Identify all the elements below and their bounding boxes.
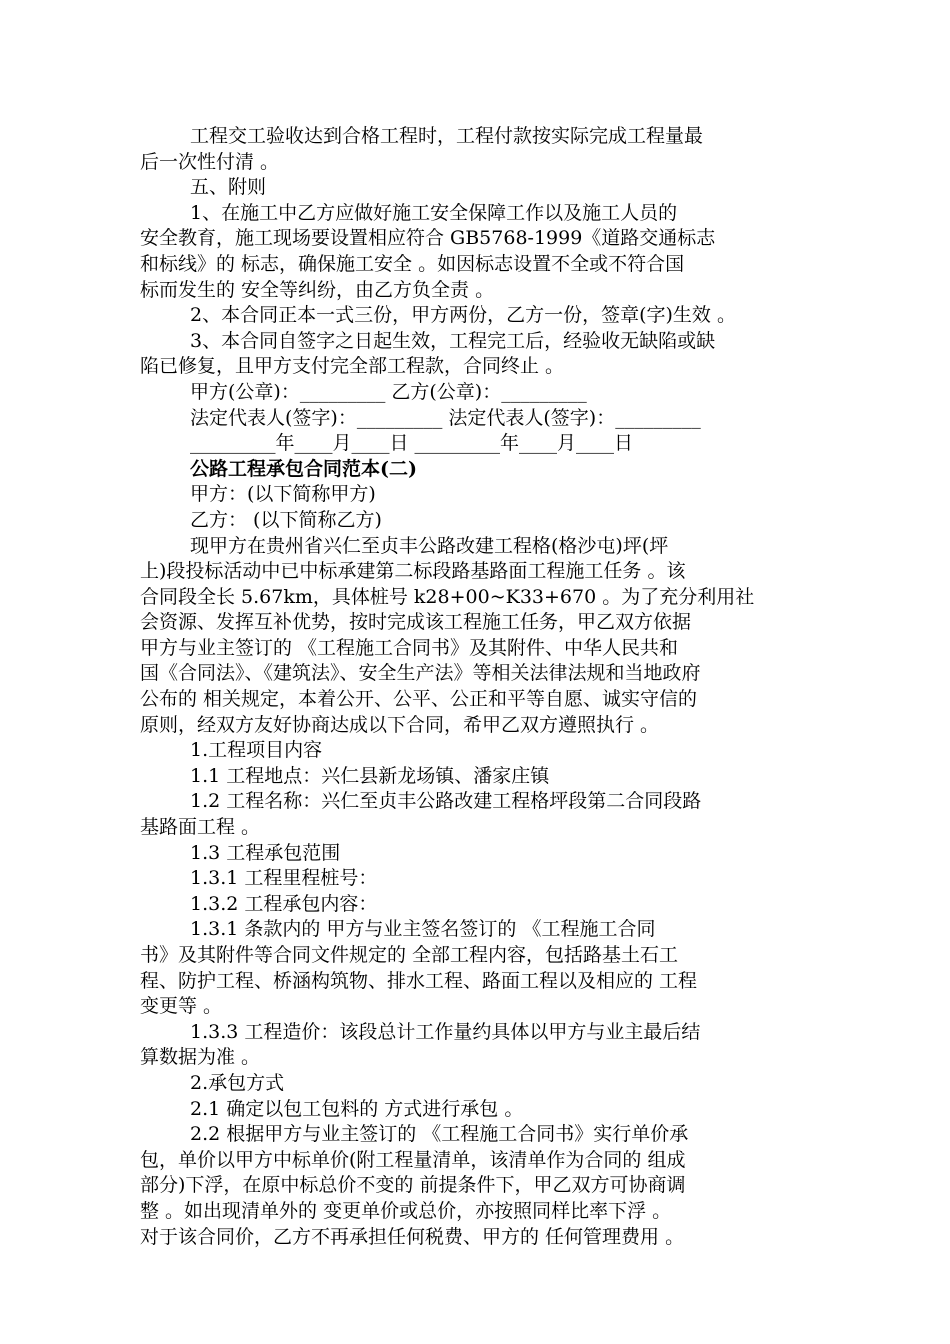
text-line: 1.工程项目内容 [190,739,323,762]
text-line: 1、在施工中乙方应做好施工安全保障工作以及施工人员的 [190,201,678,224]
text-line: 1.3 工程承包范围 [190,841,341,864]
text-line: 国《合同法》、《建筑法》、安全生产法》等相关法律法规和当地政府 [140,662,701,685]
text-line: 甲方(公章)：_________ 乙方(公章)：_________ [190,380,587,403]
text-line: 1.3.1 条款内的 甲方与业主签名签订的 《工程施工合同 [190,918,656,941]
text-line: 2.承包方式 [190,1071,285,1094]
text-line: 1.3.1 工程里程桩号： [190,867,378,890]
text-line: 2、本合同正本一式三份，甲方两份，乙方一份，签章(字)生效 。 [190,304,736,327]
text-line: 基路面工程 。 [140,816,261,839]
document-body [140,124,810,1250]
text-line: 合同段全长 5.67km，具体桩号 k28+00~K33+670 。为了充分利用社 [140,585,755,608]
text-line: 对于该合同价，乙方不再承担任何税费、甲方的 任何管理费用 。 [140,1225,685,1248]
text-line: 1.1 工程地点：兴仁县新龙场镇、潘家庄镇 [190,764,550,787]
text-line: 3、本合同自签字之日起生效，工程完工后，经验收无缺陷或缺 [190,329,716,352]
text-line: 会资源、发挥互补优势，按时完成该工程施工任务，甲乙双方依据 [140,611,692,634]
text-line: 1.3.3 工程造价：该段总计工作量约具体以甲方与业主最后结 [190,1020,701,1043]
text-line: 2.2 根据甲方与业主签订的 《工程施工合同书》实行单价承 [190,1123,689,1146]
text-line: 后一次性付清 。 [140,150,280,173]
text-line: 现甲方在贵州省兴仁至贞丰公路改建工程格(格沙屯)坪(坪 [190,534,669,557]
text-line: 原则，经双方友好协商达成以下合同，希甲乙双方遵照执行 。 [140,713,660,736]
text-line: 部分)下浮，在原中标总价不变的 前提条件下，甲乙双方可协商调 [140,1174,686,1197]
text-line: 变更等 。 [140,995,223,1018]
text-line: 标而发生的 安全等纠纷，由乙方负全责 。 [140,278,495,301]
text-line: 公布的 相关规定，本着公开、公平、公正和平等自愿、诚实守信的 [140,688,698,711]
text-line: 程、防护工程、桥涵构筑物、排水工程、路面工程以及相应的 工程 [140,969,698,992]
text-line: 和标线》的 标志，确保施工安全 。如因标志设置不全或不符合国 [140,252,685,275]
section-heading: 公路工程承包合同范本(二) [190,457,417,480]
text-line: 包，单价以甲方中标单价(附工程量清单，该清单作为合同的 组成 [140,1148,686,1171]
text-line: 陷已修复，且甲方支付完全部工程款，合同终止 。 [140,355,565,378]
text-line: 1.2 工程名称：兴仁至贞丰公路改建工程格坪段第二合同段路 [190,790,702,813]
text-line: 甲方：(以下简称甲方) [190,483,376,506]
text-line: 甲方与业主签订的 《工程施工合同书》及其附件、中华人民共和 [140,636,679,659]
text-line: 书》及其附件等合同文件规定的 全部工程内容，包括路基土石工 [140,944,679,966]
text-line: 整 。如出现清单外的 变更单价或总价，亦按照同样比率下浮 。 [140,1199,672,1222]
text-line: 2.1 确定以包工包料的 方式进行承包 。 [190,1097,524,1120]
text-line: 安全教育，施工现场要设置相应符合 GB5768-1999《道路交通标志 [140,227,716,250]
text-line: 工程交工验收达到合格工程时，工程付款按实际完成工程量最 [190,125,704,147]
text-line: 上)段投标活动中已中标承建第二标段路基路面工程施工任务 。该 [140,560,686,583]
text-line: 算数据为准 。 [140,1046,261,1069]
text-line: 1.3.2 工程承包内容： [190,892,378,915]
text-line: 乙方： (以下简称乙方) [190,508,382,531]
text-line: _________年____月____日 _________年____月____日 [190,432,634,455]
text-line: 法定代表人(签字)：_________ 法定代表人(签字)：_________ [190,406,701,429]
text-line: 五、附则 [190,176,267,199]
